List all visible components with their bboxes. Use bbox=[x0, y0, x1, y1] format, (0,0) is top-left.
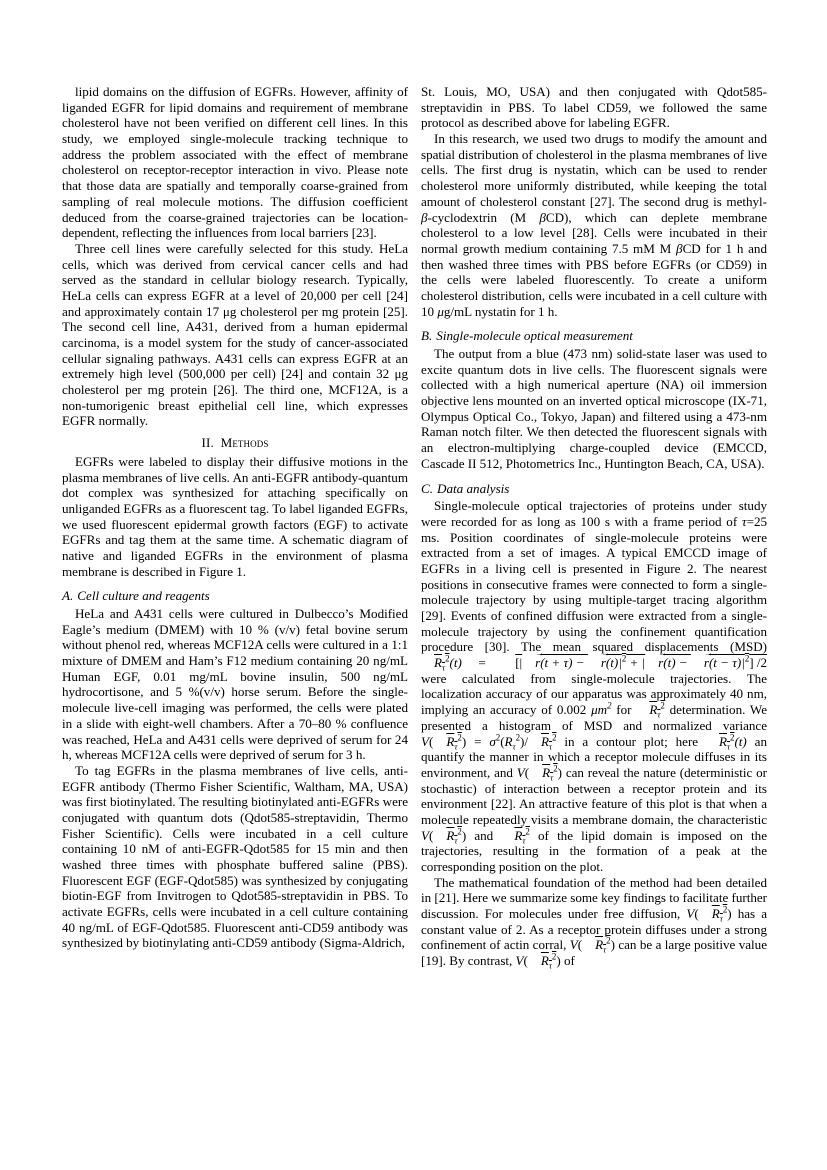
section-heading-methods bbox=[62, 429, 408, 454]
math-formula-mid-2: (t)| bbox=[605, 655, 622, 671]
analysis-text-part-3: were calculated from single-molecule trajectories. The localization accuracy of our apparatus was approximately 40 nm, implying an accuracy of 0.002 bbox=[421, 670, 767, 718]
math-R-symbol-10: R bbox=[711, 906, 720, 922]
math-t-arg-2: (t) bbox=[734, 733, 747, 749]
beta-symbol-1: β bbox=[421, 209, 428, 225]
subsection-heading-data-analysis bbox=[421, 472, 767, 499]
math-sq-sup-7: 2 bbox=[553, 763, 558, 774]
subsection-letter-b: B. bbox=[421, 328, 433, 344]
math-mu-m: μm bbox=[591, 702, 608, 718]
analysis-text-part-6: in a contour plot; here bbox=[556, 733, 706, 749]
subsection-title-a: Cell culture and reagents bbox=[77, 588, 210, 604]
math-sq-sup-4: 2 bbox=[515, 732, 521, 743]
analysis-text-part-8: can reveal the nature (deterministic or stochastic) of interaction between a receptor protein and its environment [22]. An attractive feature of this plot is that when a molecule repeatedly visits a membrane domain, the characteristic bbox=[421, 764, 767, 827]
analysis-text-part-1: Single-molecule optical trajectories of proteins under study were recorded for as long as 100 s with a frame period of bbox=[421, 498, 767, 529]
math-tau-sub-11: τ bbox=[603, 945, 607, 956]
math-tau-sub-5: τ bbox=[549, 741, 553, 752]
analysis-text-part-4: for bbox=[611, 702, 637, 718]
math-sq-sup-6: 2 bbox=[730, 732, 735, 743]
paragraph-cholesterol-drugs bbox=[421, 131, 767, 319]
math-mu-m-sup: 2 bbox=[607, 700, 612, 711]
analysis-text-part-2: =25 ms. Position coordinates of single-molecule proteins were extracted from a set of images. A typical EMCCD image of EGFRs in a living cell is presented in Figure 2. The nearest positions in consecutive frames were connected to form a single-molecule trajectory by using multiple-target tracing algorithm [29]. Events of confined diffusion were extracted from a single-molecule trajectory by using the confinement quantification procedure [30]. The mean squared displacements (MSD) bbox=[421, 513, 767, 655]
math-sq-sup-2: 2 bbox=[660, 700, 665, 711]
math-msd-formula bbox=[502, 653, 767, 671]
math-sq-sup-5: 2 bbox=[552, 732, 557, 743]
math-sq-sup-12: 2 bbox=[551, 951, 557, 962]
section-numeral: II. bbox=[201, 435, 214, 451]
subsection-title-c: Data analysis bbox=[437, 480, 510, 496]
right-column bbox=[421, 84, 767, 1120]
math-r-vector-4: r → bbox=[691, 656, 709, 670]
math-variance-V-2: V( $R_\tau^2$) bbox=[516, 763, 562, 783]
math-V-symbol-6: V bbox=[515, 953, 524, 969]
math-tau-sub-9: τ bbox=[522, 835, 526, 846]
math-V-symbol-3: V bbox=[421, 827, 429, 843]
math-R-symbol-8: R bbox=[446, 827, 455, 843]
math-r-vector-1: r → bbox=[522, 656, 540, 670]
math-variance-V-3: V( $R_\tau^2$) bbox=[421, 826, 467, 846]
math-msd-bar-2 bbox=[706, 732, 747, 752]
math-sq-sup-10: 2 bbox=[722, 904, 728, 915]
math-sigma-sup: 2 bbox=[495, 732, 501, 743]
math-micron-squared bbox=[591, 702, 611, 717]
math-equals-2: = bbox=[474, 733, 482, 749]
math-R-symbol-7: R bbox=[542, 764, 551, 780]
math-R-symbol-12: R bbox=[540, 953, 549, 969]
two-column-layout bbox=[62, 84, 766, 1120]
section-title: Methods bbox=[220, 435, 269, 451]
foundation-text-part-3: can be a large positive value [19]. By contrast, bbox=[421, 937, 767, 969]
math-sq-sup-8: 2 bbox=[457, 826, 462, 837]
math-square-superscript: 2 bbox=[445, 653, 450, 664]
foundation-text-part-2: has a constant value of 2. As a receptor protein diffuses under a strong confinement of actin corral, bbox=[421, 906, 768, 953]
analysis-text-part-9: and bbox=[466, 827, 502, 843]
math-V-symbol-2: V bbox=[516, 764, 525, 780]
math-formula-mid-3: (t) − bbox=[663, 655, 691, 671]
subsection-letter-a: A. bbox=[62, 588, 74, 604]
math-formula-sup-2: 2 bbox=[744, 653, 750, 664]
math-R-symbol-4: R bbox=[504, 733, 513, 749]
math-tau-sub-10: τ bbox=[719, 913, 723, 924]
math-R-symbol-9: R bbox=[514, 827, 523, 843]
paragraph-three-cell-lines: Three cell lines were carefully selected for this study. HeLa cells, which was derived from cervical cancer cells and had served as the standard in cellular biology research. Typically, HeLa cells can express EGFR at a level of 20,000 per cell [24] and approximately contain 17 μg cholesterol per mg protein [25]. The second cell line, A431, derived from a human epidermal carcinoma, is a model system for the study of cancer-associated cellular signaling pathways. A431 cells can express EGFR at an extremely high level (500,000 per cell) [24] and contain 32 μg cholesterol per mg protein [26]. The third one, MCF12A, is a non-tumorigenic breast epithelial cell line, which expresses EGFR normally. bbox=[62, 240, 408, 429]
math-R-symbol-6: R bbox=[718, 733, 727, 749]
math-formula-plus: + | bbox=[626, 655, 646, 671]
math-V-symbol-4: V bbox=[686, 906, 695, 922]
math-variance-V-4: V( $R_\tau^2$) bbox=[686, 904, 732, 924]
math-t-argument: (t) bbox=[449, 655, 462, 671]
math-formula-mid-4: (t − τ)| bbox=[708, 655, 745, 671]
math-tau-sub-7: τ bbox=[550, 772, 554, 783]
subsection-title-b: Single-molecule optical measurement bbox=[436, 328, 633, 344]
math-bracket-close: ] /2 bbox=[749, 655, 767, 671]
math-tau-sub-6: τ bbox=[726, 741, 731, 752]
math-tau-subscript: τ bbox=[441, 662, 446, 673]
foundation-text-part-1: The mathematical foundation of the method had been detailed in [21]. Here we summarize some key findings to facilitate further discussion. For molecules under free diffusion, bbox=[421, 874, 767, 922]
paragraph-mathematical-foundation bbox=[421, 875, 767, 969]
drug-text-part-3: CD), which can deplete membrane cholesterol to a low level [28]. Cells were incubated in their normal growth medium containing 7.5 mM M bbox=[421, 209, 768, 256]
math-tau-sub-12: τ bbox=[548, 960, 552, 971]
math-R-symbol-5: R bbox=[541, 733, 549, 749]
beta-symbol-3: β bbox=[676, 240, 683, 256]
math-msd-bar-3 bbox=[501, 826, 530, 846]
subsection-heading-cell-culture bbox=[62, 579, 408, 606]
math-R-symbol-3: R bbox=[446, 733, 455, 749]
paragraph-lipid-domains: lipid domains on the diffusion of EGFRs. However, affinity of liganded EGFR for lipid domains and requirement of membrane cholesterol have not been verified on different cell lines. In this study, we employed single-molecule tracking technique to address the problem associated with the effect of membrane cholesterol on receptor-receptor interaction in vivo. Please note that those data are spatially and temporally coarse-grained from sampling of real molecule motions. The diffusion coefficient deduced from the coarse-grained trajectories can be location-dependent, reflecting the influences from local barriers [23]. bbox=[62, 84, 408, 241]
paragraph-egfr-tagging: To tag EGFRs in the plasma membranes of live cells, anti-EGFR antibody (Thermo Fisher Scientific, Waltham, MA, USA) was first biotinylated. The resulting biotinylated anti-EGFRs were conjugated with quantum dots (Qdot585-streptavidin, Thermo Fisher Scientific). Cells were incubated in a cell culture containing 10 nM of anti-EGFR-Qdot585 for 15 min and then washed three times with phosphate buffered saline (PBS). Fluorescent EGF (EGF-Qdot585) was synthesized by conjugating biotin-EGF from Invitrogen to Qdot585-streptavidin in PBS. To activate EGFRs, cells were incubated in a cell culture containing 40 ng/mL of EGF-Qdot585. Fluorescent anti-CD59 antibody was synthesized by biotinylating anti-CD59 antibody (Sigma-Aldrich, bbox=[62, 762, 408, 951]
math-variance-V-6: V( $R_\tau^2$) bbox=[515, 951, 561, 971]
paragraph-methods-intro: EGFRs were labeled to display their diffusive motions in the plasma membranes of live cells. An anti-EGFR antibody-quantum dot complex was synthesized for attaching specifically on unliganded EGFRs as a fluorescent tag. To label liganded EGFRs, we used fluorescent epidermal growth factors (EGF) to activate EGFRs and tag them at the same time. A schematic diagram of native and liganded EGFRs in the environment of plasma membrane is described in Figure 1. bbox=[62, 453, 408, 579]
math-tau-sub-2: τ bbox=[657, 709, 661, 720]
math-formula-sup-1: 2 bbox=[621, 653, 627, 664]
math-R-symbol-2: R bbox=[649, 702, 658, 718]
foundation-text-part-4: of bbox=[560, 953, 575, 969]
paragraph-optical-setup: The output from a blue (473 nm) solid-state laser was used to excite quantum dots in live cells. The fluorescent signals were collected with a high numerical aperture (NA) oil immersion objective lens mounted on an inverted optical microscope (IX-71, Olympus Optical Co., Tokyo, Japan) and filtered using a 473-nm Raman notch filter. We then detected the fluorescent signals with an electron-multiplying charge-coupled device (EMCCD, Cascade II 512, Photometrics Inc., Huntington Beach, CA, USA). bbox=[421, 346, 767, 471]
left-column bbox=[62, 84, 408, 1120]
math-variance-V-5: V( $R_\tau^2$) bbox=[569, 936, 615, 956]
math-tau-sub-8: τ bbox=[454, 835, 458, 846]
paragraph-data-analysis-msd bbox=[421, 498, 767, 875]
mu-symbol: μ bbox=[437, 303, 444, 319]
math-tau-sub-4: τ bbox=[512, 741, 516, 752]
math-formula-mid-1: (t + τ) − bbox=[540, 655, 588, 671]
math-R-symbol: R bbox=[434, 655, 442, 671]
math-V-symbol-1: V bbox=[421, 733, 429, 749]
drug-text-part-1: In this research, we used two drugs to modify the amount and spatial distribution of cholesterol in the plasma membranes of live cells. The first drug is nystatin, which can be used to render cholesterol more uniformly distributed, while keeping the total amount of cholesterol constant [27]. The second drug is methyl- bbox=[421, 131, 767, 209]
analysis-text-part-10: of the lipid domain is imposed on the trajectories, resulting in the formation of a peak at the corresponding position on the plot. bbox=[421, 827, 767, 874]
drug-text-part-2: -cyclodextrin (M bbox=[427, 209, 540, 225]
math-r-vector-3: r → bbox=[645, 656, 663, 670]
math-tau-sub-3: τ bbox=[454, 741, 458, 752]
beta-symbol-2: β bbox=[539, 209, 546, 225]
math-R-symbol-11: R bbox=[595, 937, 604, 953]
math-msd-bar-1 bbox=[636, 700, 665, 720]
subsection-letter-c: C. bbox=[421, 480, 434, 496]
math-sq-sup-11: 2 bbox=[606, 936, 611, 947]
analysis-text-part-5: determination. We presented a histogram of MSD and normalized variance bbox=[421, 702, 767, 733]
math-variance-V-1: V( $R_\tau^2) = \sigma^2(R_\tau^2)/$ $R_\tau^2$ bbox=[421, 732, 557, 752]
math-V-symbol-5: V bbox=[569, 937, 578, 953]
math-sq-sup-3: 2 bbox=[457, 732, 462, 743]
paragraph-cell-culture-media: HeLa and A431 cells were cultured in Dulbecco’s Modified Eagle’s medium (DMEM) with 10 % (v/v) fetal bovine serum without phenol red, whereas MCF12A cells were cultured in a 1:1 mixture of DMEM and Ham’s F12 medium containing 20 ng/mL Human EGF, 0.01 mg/mL bovine insulin, 500 ng/mL hydrocortisone, and 5 %(v/v) horse serum. Before the single-molecule live-cell imaging was performed, the cells were plated in a slide with eight-well chambers. After a 70–80 % confluence was reached, HeLa and A431 cells were deprived of serum for 24 h, whereas MCF12A cells were deprived of serum for 3 h. bbox=[62, 606, 408, 763]
math-sq-sup-9: 2 bbox=[525, 826, 530, 837]
math-r-vector-2: r → bbox=[588, 656, 606, 670]
paragraph-continued-labeling: St. Louis, MO, USA) and then conjugated with Qdot585-streptavidin in PBS. To label CD59, we followed the same protocol as described above for labeling EGFR. bbox=[421, 84, 767, 131]
math-bracket-open: [| bbox=[515, 655, 523, 671]
math-sigma-symbol: σ bbox=[489, 733, 496, 749]
tau-symbol: τ bbox=[741, 513, 747, 529]
math-equals-sign: = bbox=[478, 655, 486, 671]
math-msd-definition bbox=[421, 653, 486, 673]
drug-text-part-5: g/mL nystatin for 1 h. bbox=[443, 303, 558, 319]
analysis-text-part-7: an quantify the manner in which a receptor molecule diffuses in its environment, and bbox=[421, 733, 767, 780]
subsection-heading-optical-measurement bbox=[421, 319, 767, 346]
drug-text-part-4: CD for 1 h and then washed three times with PBS before EGFRs (or CD59) in the cells were labeled fluorescently. To create a uniform cholesterol distribution, cells were incubated in a cell culture with 10 bbox=[421, 240, 767, 319]
